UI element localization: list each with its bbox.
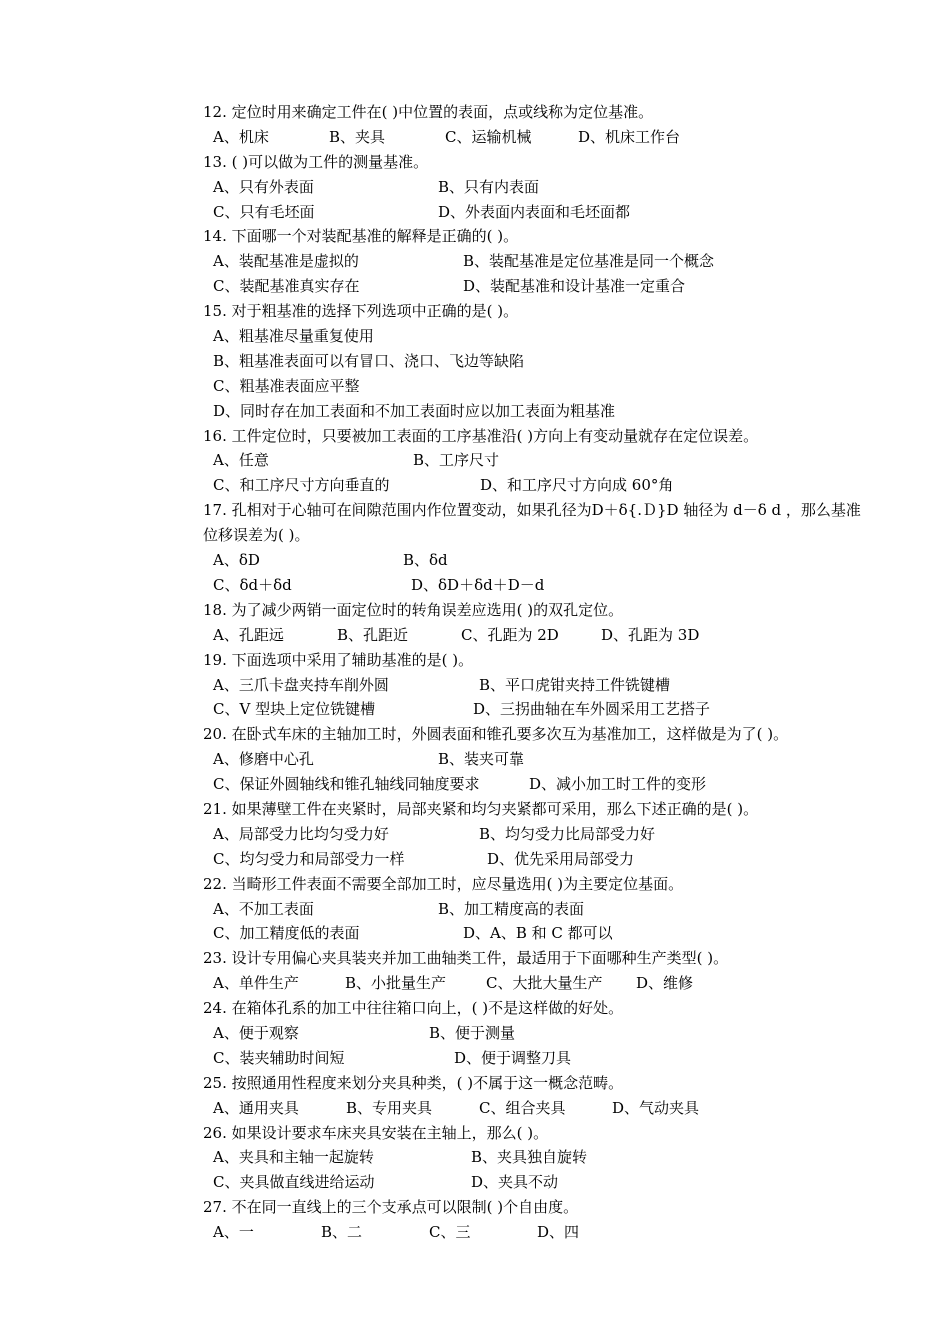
option-row bbox=[203, 548, 863, 573]
question-stem: 15. 对于粗基准的选择下列选项中正确的是( )。 bbox=[203, 302, 519, 321]
question-stem: 23. 设计专用偏心夹具装夹并加工曲轴类工件，最适用于下面哪种生产类型( )。 bbox=[203, 949, 729, 968]
option-a: A、只有外表面 bbox=[213, 177, 314, 196]
option-a: A、单件生产 bbox=[213, 974, 299, 993]
option-row bbox=[203, 175, 863, 200]
option-c: C、加工精度低的表面 bbox=[213, 924, 360, 943]
option-d: D、装配基准和设计基准一定重合 bbox=[463, 277, 686, 296]
option-d: D、和工序尺寸方向成 60°角 bbox=[480, 476, 674, 495]
option-b: B、δd bbox=[403, 551, 448, 570]
option-a: A、一 bbox=[213, 1223, 254, 1242]
option-row bbox=[203, 897, 863, 922]
option-c: C、组合夹具 bbox=[479, 1098, 566, 1117]
question-stem: 18. 为了减少两销一面定位时的转角误差应选用( )的双孔定位。 bbox=[203, 600, 624, 619]
option-row bbox=[203, 473, 863, 498]
option-d: D、便于调整刀具 bbox=[454, 1048, 572, 1067]
option-c: C、均匀受力和局部受力一样 bbox=[213, 849, 405, 868]
option-row bbox=[203, 697, 863, 722]
option-d: D、减小加工时工件的变形 bbox=[529, 775, 707, 794]
option-a: A、孔距远 bbox=[213, 625, 284, 644]
question-stem: 14. 下面哪一个对装配基准的解释是正确的( )。 bbox=[203, 227, 519, 246]
option-a: A、夹具和主轴一起旋转 bbox=[213, 1148, 374, 1167]
question-stem: 19. 下面选项中采用了辅助基准的是( )。 bbox=[203, 650, 474, 669]
option-d: D、孔距为 3D bbox=[601, 625, 700, 644]
option-d: D、优先采用局部受力 bbox=[487, 849, 635, 868]
option-c: C、只有毛坯面 bbox=[213, 202, 315, 221]
question-stem: 17. 孔相对于心轴可在间隙范围内作位置变动，如果孔径为D＋δ{.Ｄ}D 轴径为 d－δ d ，那么基准位移误差为( )。 bbox=[203, 501, 861, 545]
option-row bbox=[203, 747, 863, 772]
question-stem: 24. 在箱体孔系的加工中往往箱口向上，( )不是这样做的好处。 bbox=[203, 999, 624, 1018]
option-c: C、V 型块上定位铣键槽 bbox=[213, 700, 376, 719]
option-b: B、孔距近 bbox=[337, 625, 409, 644]
option-c: C、大批大量生产 bbox=[486, 974, 603, 993]
option-a: A、任意 bbox=[213, 451, 269, 470]
option-row bbox=[203, 374, 863, 399]
option-b: B、均匀受力比局部受力好 bbox=[479, 824, 656, 843]
option-row bbox=[203, 1170, 863, 1195]
option-a: A、粗基准尽量重复使用 bbox=[213, 327, 374, 346]
option-row bbox=[203, 274, 863, 299]
option-row bbox=[203, 324, 863, 349]
option-b: B、专用夹具 bbox=[346, 1098, 433, 1117]
option-a: A、三爪卡盘夹持车削外圆 bbox=[213, 675, 389, 694]
option-b: B、工序尺寸 bbox=[413, 451, 500, 470]
option-c: C、装配基准真实存在 bbox=[213, 277, 360, 296]
option-d: D、气动夹具 bbox=[612, 1098, 700, 1117]
option-b: B、平口虎钳夹持工件铣键槽 bbox=[479, 675, 671, 694]
option-d: D、夹具不动 bbox=[471, 1173, 559, 1192]
question-stem: 12. 定位时用来确定工件在( )中位置的表面，点或线称为定位基准。 bbox=[203, 103, 654, 121]
option-row bbox=[203, 573, 863, 598]
option-c: C、保证外圆轴线和锥孔轴线同轴度要求 bbox=[213, 775, 480, 794]
option-b: B、夹具独自旋转 bbox=[471, 1148, 588, 1167]
question-stem: 25. 按照通用性程度来划分夹具种类，( )不属于这一概念范畴。 bbox=[203, 1073, 624, 1092]
option-b: B、装配基准是定位基准是同一个概念 bbox=[463, 252, 715, 271]
option-row bbox=[203, 200, 863, 225]
option-d: D、四 bbox=[537, 1223, 580, 1242]
option-row bbox=[203, 1021, 863, 1046]
option-d: D、三拐曲轴在车外圆采用工艺搭子 bbox=[473, 700, 711, 719]
option-b: B、二 bbox=[321, 1223, 363, 1242]
question-stem: 26. 如果设计要求车床夹具安装在主轴上，那么( )。 bbox=[203, 1123, 549, 1142]
option-c: C、δd＋δd bbox=[213, 575, 292, 594]
option-c: C、粗基准表面应平整 bbox=[213, 376, 360, 395]
option-row bbox=[203, 1046, 863, 1071]
option-row bbox=[203, 399, 863, 424]
option-a: A、通用夹具 bbox=[213, 1098, 299, 1117]
option-b: B、加工精度高的表面 bbox=[438, 899, 585, 918]
option-a: A、机床 bbox=[213, 127, 269, 146]
option-row bbox=[203, 673, 863, 698]
option-row bbox=[203, 772, 863, 797]
option-b: B、只有内表面 bbox=[438, 177, 540, 196]
question-stem: 27. 不在同一直线上的三个支承点可以限制( )个自由度。 bbox=[203, 1198, 579, 1217]
option-row bbox=[203, 822, 863, 847]
option-b: B、夹具 bbox=[329, 127, 386, 146]
option-a: A、装配基准是虚拟的 bbox=[213, 252, 359, 271]
option-a: A、修磨中心孔 bbox=[213, 750, 314, 769]
option-c: C、装夹辅助时间短 bbox=[213, 1048, 345, 1067]
option-row bbox=[203, 249, 863, 274]
option-row bbox=[203, 847, 863, 872]
option-c: C、和工序尺寸方向垂直的 bbox=[213, 476, 390, 495]
option-row bbox=[203, 971, 863, 996]
question-stem: 21. 如果薄壁工件在夹紧时，局部夹紧和均匀夹紧都可采用，那么下述正确的是( )。 bbox=[203, 799, 759, 818]
option-row bbox=[203, 1145, 863, 1170]
option-row bbox=[203, 921, 863, 946]
option-a: A、便于观察 bbox=[213, 1023, 299, 1042]
option-b: B、装夹可靠 bbox=[438, 750, 525, 769]
option-c: C、夹具做直线进给运动 bbox=[213, 1173, 375, 1192]
option-b: B、便于测量 bbox=[429, 1023, 516, 1042]
question-stem: 16. 工件定位时，只要被加工表面的工序基准沿( )方向上有变动量就存在定位误差。 bbox=[203, 426, 759, 445]
option-d: D、同时存在加工表面和不加工表面时应以加工表面为粗基准 bbox=[213, 401, 616, 420]
option-d: D、维修 bbox=[636, 974, 694, 993]
option-a: A、不加工表面 bbox=[213, 899, 314, 918]
question-list bbox=[203, 100, 863, 1245]
option-row bbox=[203, 1096, 863, 1121]
question-stem: 22. 当畸形工件表面不需要全部加工时，应尽量选用( )为主要定位基面。 bbox=[203, 874, 684, 893]
option-row bbox=[203, 349, 863, 374]
option-d: D、机床工作台 bbox=[578, 127, 681, 146]
option-d: D、外表面内表面和毛坯面都 bbox=[438, 202, 631, 221]
option-a: A、局部受力比均匀受力好 bbox=[213, 824, 389, 843]
option-row bbox=[203, 125, 863, 150]
option-b: B、小批量生产 bbox=[345, 974, 447, 993]
option-d: D、A、B 和 C 都可以 bbox=[463, 924, 613, 943]
option-row bbox=[203, 1220, 863, 1245]
option-d: D、δD＋δd＋D－d bbox=[411, 575, 545, 594]
question-stem: 20. 在卧式车床的主轴加工时，外圆表面和锥孔要多次互为基准加工，这样做是为了( )。 bbox=[203, 725, 789, 744]
option-b: B、粗基准表面可以有冒口、浇口、飞边等缺陷 bbox=[213, 351, 525, 370]
question-stem: 13. ( )可以做为工件的测量基准。 bbox=[203, 152, 429, 171]
option-row bbox=[203, 448, 863, 473]
option-c: C、三 bbox=[429, 1223, 471, 1242]
option-row bbox=[203, 623, 863, 648]
option-a: A、δD bbox=[213, 551, 260, 570]
option-c: C、运输机械 bbox=[445, 127, 532, 146]
option-c: C、孔距为 2D bbox=[461, 625, 559, 644]
